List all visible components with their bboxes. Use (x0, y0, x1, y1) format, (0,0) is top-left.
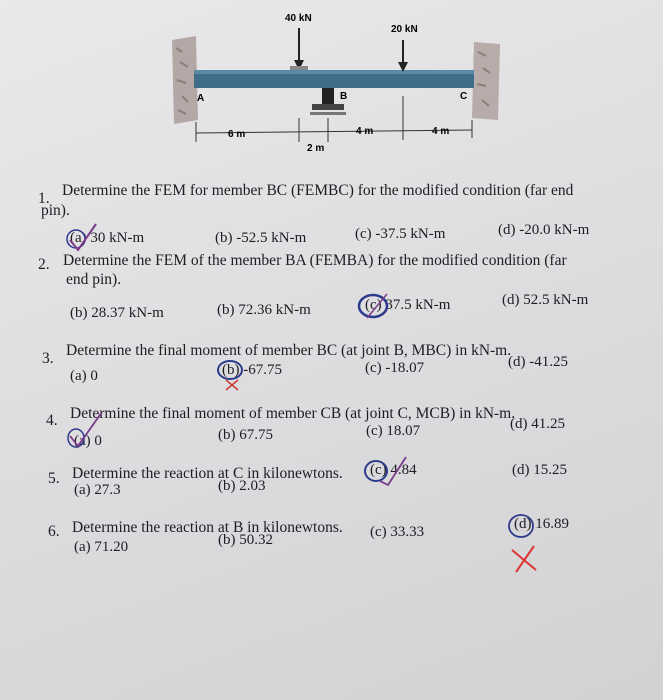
q2-option-d: (d) 52.5 kN-m (502, 292, 589, 308)
q4-option-d: (d) 41.25 (510, 416, 565, 432)
dim-label-6m: 6 m (228, 129, 246, 140)
q2-answer-circle-mark (355, 290, 395, 326)
q1-answer-check-mark (62, 222, 102, 256)
q5-option-b: (b) 2.03 (218, 478, 266, 494)
q5-number: 5. (48, 470, 60, 487)
support-label-c: C (460, 91, 468, 102)
support-label-b: B (340, 91, 348, 102)
q6-option-a: (a) 71.20 (74, 539, 129, 555)
q2-text-line1: Determine the FEM of the member BA (FEMBA) for the modified condition (far (63, 252, 567, 269)
q3-option-c: (c) -18.07 (365, 360, 425, 376)
support-label-a: A (197, 93, 205, 104)
q4-text: Determine the final moment of member CB (at joint C, MCB) in kN-m. (70, 405, 516, 422)
q5-option-d: (d) 15.25 (512, 462, 567, 478)
q3-option-b: (b) -67.75 (222, 362, 282, 378)
q4-option-a: (a) 0 (74, 433, 102, 449)
q1-option-b: (b) -52.5 kN-m (215, 230, 307, 246)
q6-option-b: (b) 50.32 (218, 532, 273, 548)
q1-option-a: (a) 30 kN-m (70, 230, 145, 246)
beam-diagram (0, 0, 663, 170)
q1-option-d: (d) -20.0 kN-m (498, 222, 590, 238)
q4-number: 4. (46, 412, 58, 429)
load-label-20kn: 20 kN (391, 24, 418, 35)
q5-option-a: (a) 27.3 (74, 482, 121, 498)
q1-text-line2: pin). (41, 202, 70, 219)
q6-option-d: (d) 16.89 (514, 516, 569, 532)
dim-label-2m: 2 m (307, 143, 325, 154)
q6-number: 6. (48, 523, 60, 540)
q4-option-b: (b) 67.75 (218, 427, 273, 443)
dim-label-4m-b: 4 m (432, 126, 450, 137)
q1-number: 1. (38, 190, 50, 207)
q5-option-c: (c) 4.84 (370, 462, 417, 478)
q5-answer-check-mark (362, 455, 410, 489)
load-label-40kn: 40 kN (285, 13, 312, 24)
q3-number: 3. (42, 350, 54, 367)
q2-option-c: (c) 37.5 kN-m (365, 297, 451, 313)
q6-text: Determine the reaction at B in kilonewtons. (72, 519, 343, 536)
dim-label-4m-a: 4 m (356, 126, 374, 137)
q2-number: 2. (38, 256, 50, 273)
q5-text: Determine the reaction at C in kilonewtons. (72, 465, 343, 482)
q4-option-c: (c) 18.07 (366, 423, 421, 439)
right-wall-support (472, 42, 500, 120)
q6-option-c: (c) 33.33 (370, 524, 425, 540)
q3-text: Determine the final moment of member BC (at joint B, MBC) in kN-m. (66, 342, 512, 359)
q2-option-b: (b) 72.36 kN-m (217, 302, 311, 318)
q4-answer-check-mark (64, 408, 104, 450)
q6-answer-cross-mark (504, 510, 544, 574)
q1-option-c: (c) -37.5 kN-m (355, 226, 446, 242)
q3-option-a: (a) 0 (70, 368, 98, 384)
q3-answer-cross-mark (214, 358, 254, 392)
q1-text-line1: Determine the FEM for member BC (FEMBC) for the modified condition (far end (62, 182, 574, 199)
q3-option-d: (d) -41.25 (508, 354, 568, 370)
q2-option-a: (b) 28.37 kN-m (70, 305, 164, 321)
q2-text-line2: end pin). (66, 271, 122, 288)
